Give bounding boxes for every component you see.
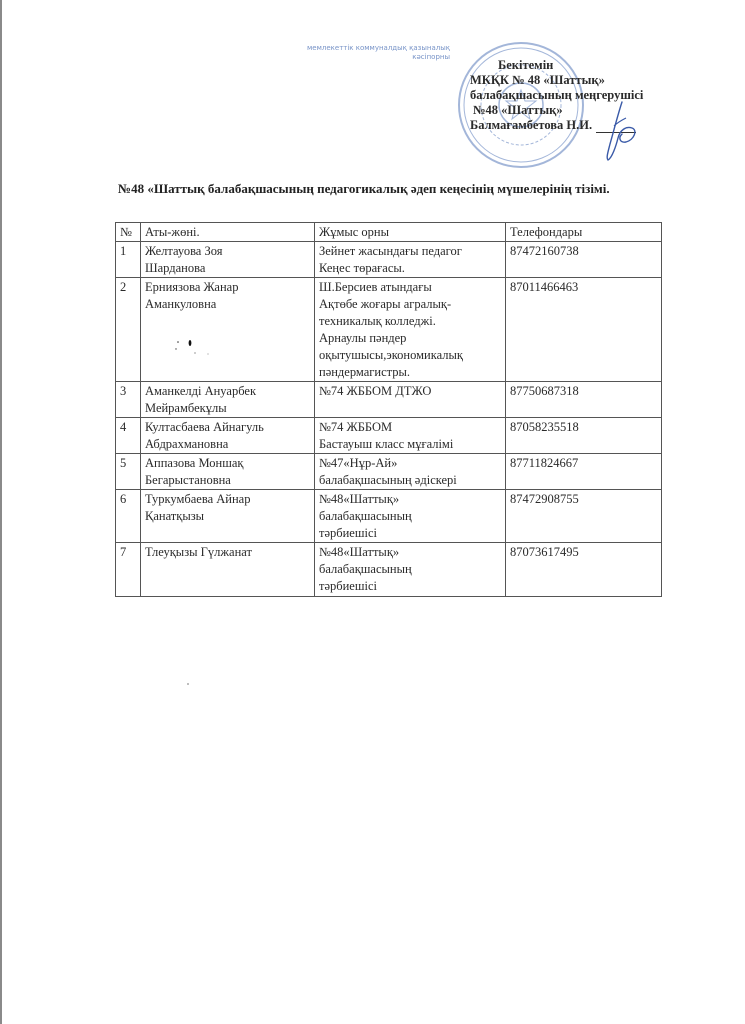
member-workplace xyxy=(315,454,506,490)
name-line: Аппазова Моншақ xyxy=(145,456,244,470)
header-phone: Телефондары xyxy=(506,223,662,242)
approval-line: МКҚК № 48 «Шаттық» xyxy=(470,73,605,87)
member-name xyxy=(141,278,315,382)
name-line: Желтауова Зоя xyxy=(145,244,223,258)
work-line: балабақшасының әдіскері xyxy=(319,473,457,487)
document-title: №48 «Шаттық балабақшасының педагогикалық әдеп кеңесінің мүшелерінің тізімі. xyxy=(118,181,610,196)
table-header-row xyxy=(116,223,662,242)
work-line: балабақшасының xyxy=(319,509,412,523)
approval-line: балабақшасының меңгерушісі xyxy=(470,88,644,102)
name-line: Ерниязова Жанар xyxy=(145,280,239,294)
handwritten-signature xyxy=(600,100,640,162)
row-number: 5 xyxy=(116,454,141,490)
member-workplace xyxy=(315,278,506,382)
member-name xyxy=(141,454,315,490)
work-line: Бастауыш класс мұғалімі xyxy=(319,437,454,451)
table-row xyxy=(116,278,662,382)
row-number: 2 xyxy=(116,278,141,382)
work-line: тәрбиешісі xyxy=(319,579,377,593)
name-line: Мейрамбекұлы xyxy=(145,401,227,415)
name-line: Култасбаева Айнагуль xyxy=(145,420,264,434)
table-row xyxy=(116,490,662,543)
scan-edge xyxy=(0,0,2,1024)
work-line: Арнаулы пәндер xyxy=(319,331,407,345)
work-line: техникалық колледжі. xyxy=(319,314,436,328)
member-name xyxy=(141,242,315,278)
approval-line: №48 «Шаттық» xyxy=(473,103,563,117)
name-line: Қанатқызы xyxy=(145,509,205,523)
row-number: 4 xyxy=(116,418,141,454)
member-workplace xyxy=(315,382,506,418)
work-line: балабақшасының xyxy=(319,562,412,576)
name-line: Аманкелді Ануарбек xyxy=(145,384,257,398)
row-number: 7 xyxy=(116,543,141,597)
seal-inscription: мемлекеттік коммуналдық қазыналық кәсіпорны xyxy=(307,44,450,61)
member-name xyxy=(141,543,315,597)
work-line: №48«Шаттық» xyxy=(319,545,400,559)
approval-line: Бекітемін xyxy=(498,58,554,72)
table-row xyxy=(116,382,662,418)
member-phone: 87750687318 xyxy=(506,382,662,418)
member-name xyxy=(141,382,315,418)
work-line: тәрбиешісі xyxy=(319,526,377,540)
member-phone: 87073617495 xyxy=(506,543,662,597)
name-line: Абдрахмановна xyxy=(145,437,229,451)
name-line: Бегарыстановна xyxy=(145,473,231,487)
name-line: Шарданова xyxy=(145,261,206,275)
member-workplace xyxy=(315,418,506,454)
member-workplace xyxy=(315,543,506,597)
member-phone: 87472160738 xyxy=(506,242,662,278)
member-name xyxy=(141,418,315,454)
row-number: 1 xyxy=(116,242,141,278)
name-line: Туркумбаева Айнар xyxy=(145,492,251,506)
work-line: Зейнет жасындағы педагог xyxy=(319,244,462,258)
work-line: №74 ЖББОМ xyxy=(319,420,393,434)
table-row xyxy=(116,418,662,454)
work-line: №47«Нұр-Ай» xyxy=(319,456,398,470)
work-line: Кеңес төрағасы. xyxy=(319,261,405,275)
header-number: № xyxy=(116,223,141,242)
work-line: №48«Шаттық» xyxy=(319,492,400,506)
work-line: пәндермагистры. xyxy=(319,365,411,379)
work-line: оқытушысы,экономикалық xyxy=(319,348,463,362)
table-row xyxy=(116,543,662,597)
approval-line: Балмағамбетова Н.И. xyxy=(470,118,593,132)
header-workplace: Жұмыс орны xyxy=(315,223,506,242)
name-line: Тлеуқызы Гүлжанат xyxy=(145,545,252,559)
row-number: 3 xyxy=(116,382,141,418)
member-workplace xyxy=(315,490,506,543)
member-phone: 87472908755 xyxy=(506,490,662,543)
member-workplace xyxy=(315,242,506,278)
scan-dot xyxy=(187,683,189,685)
work-line: Ақтөбе жоғары агралық- xyxy=(319,297,452,311)
work-line: №74 ЖББОМ ДТЖО xyxy=(319,384,432,398)
table-row xyxy=(116,242,662,278)
member-name xyxy=(141,490,315,543)
header-name: Аты-жөні. xyxy=(141,223,315,242)
work-line: Ш.Берсиев атындағы xyxy=(319,280,432,294)
member-phone: 87711824667 xyxy=(506,454,662,490)
member-phone: 87011466463 xyxy=(506,278,662,382)
member-phone: 87058235518 xyxy=(506,418,662,454)
row-number: 6 xyxy=(116,490,141,543)
table-row xyxy=(116,454,662,490)
members-table xyxy=(115,222,662,597)
name-line: Аманкуловна xyxy=(145,297,217,311)
